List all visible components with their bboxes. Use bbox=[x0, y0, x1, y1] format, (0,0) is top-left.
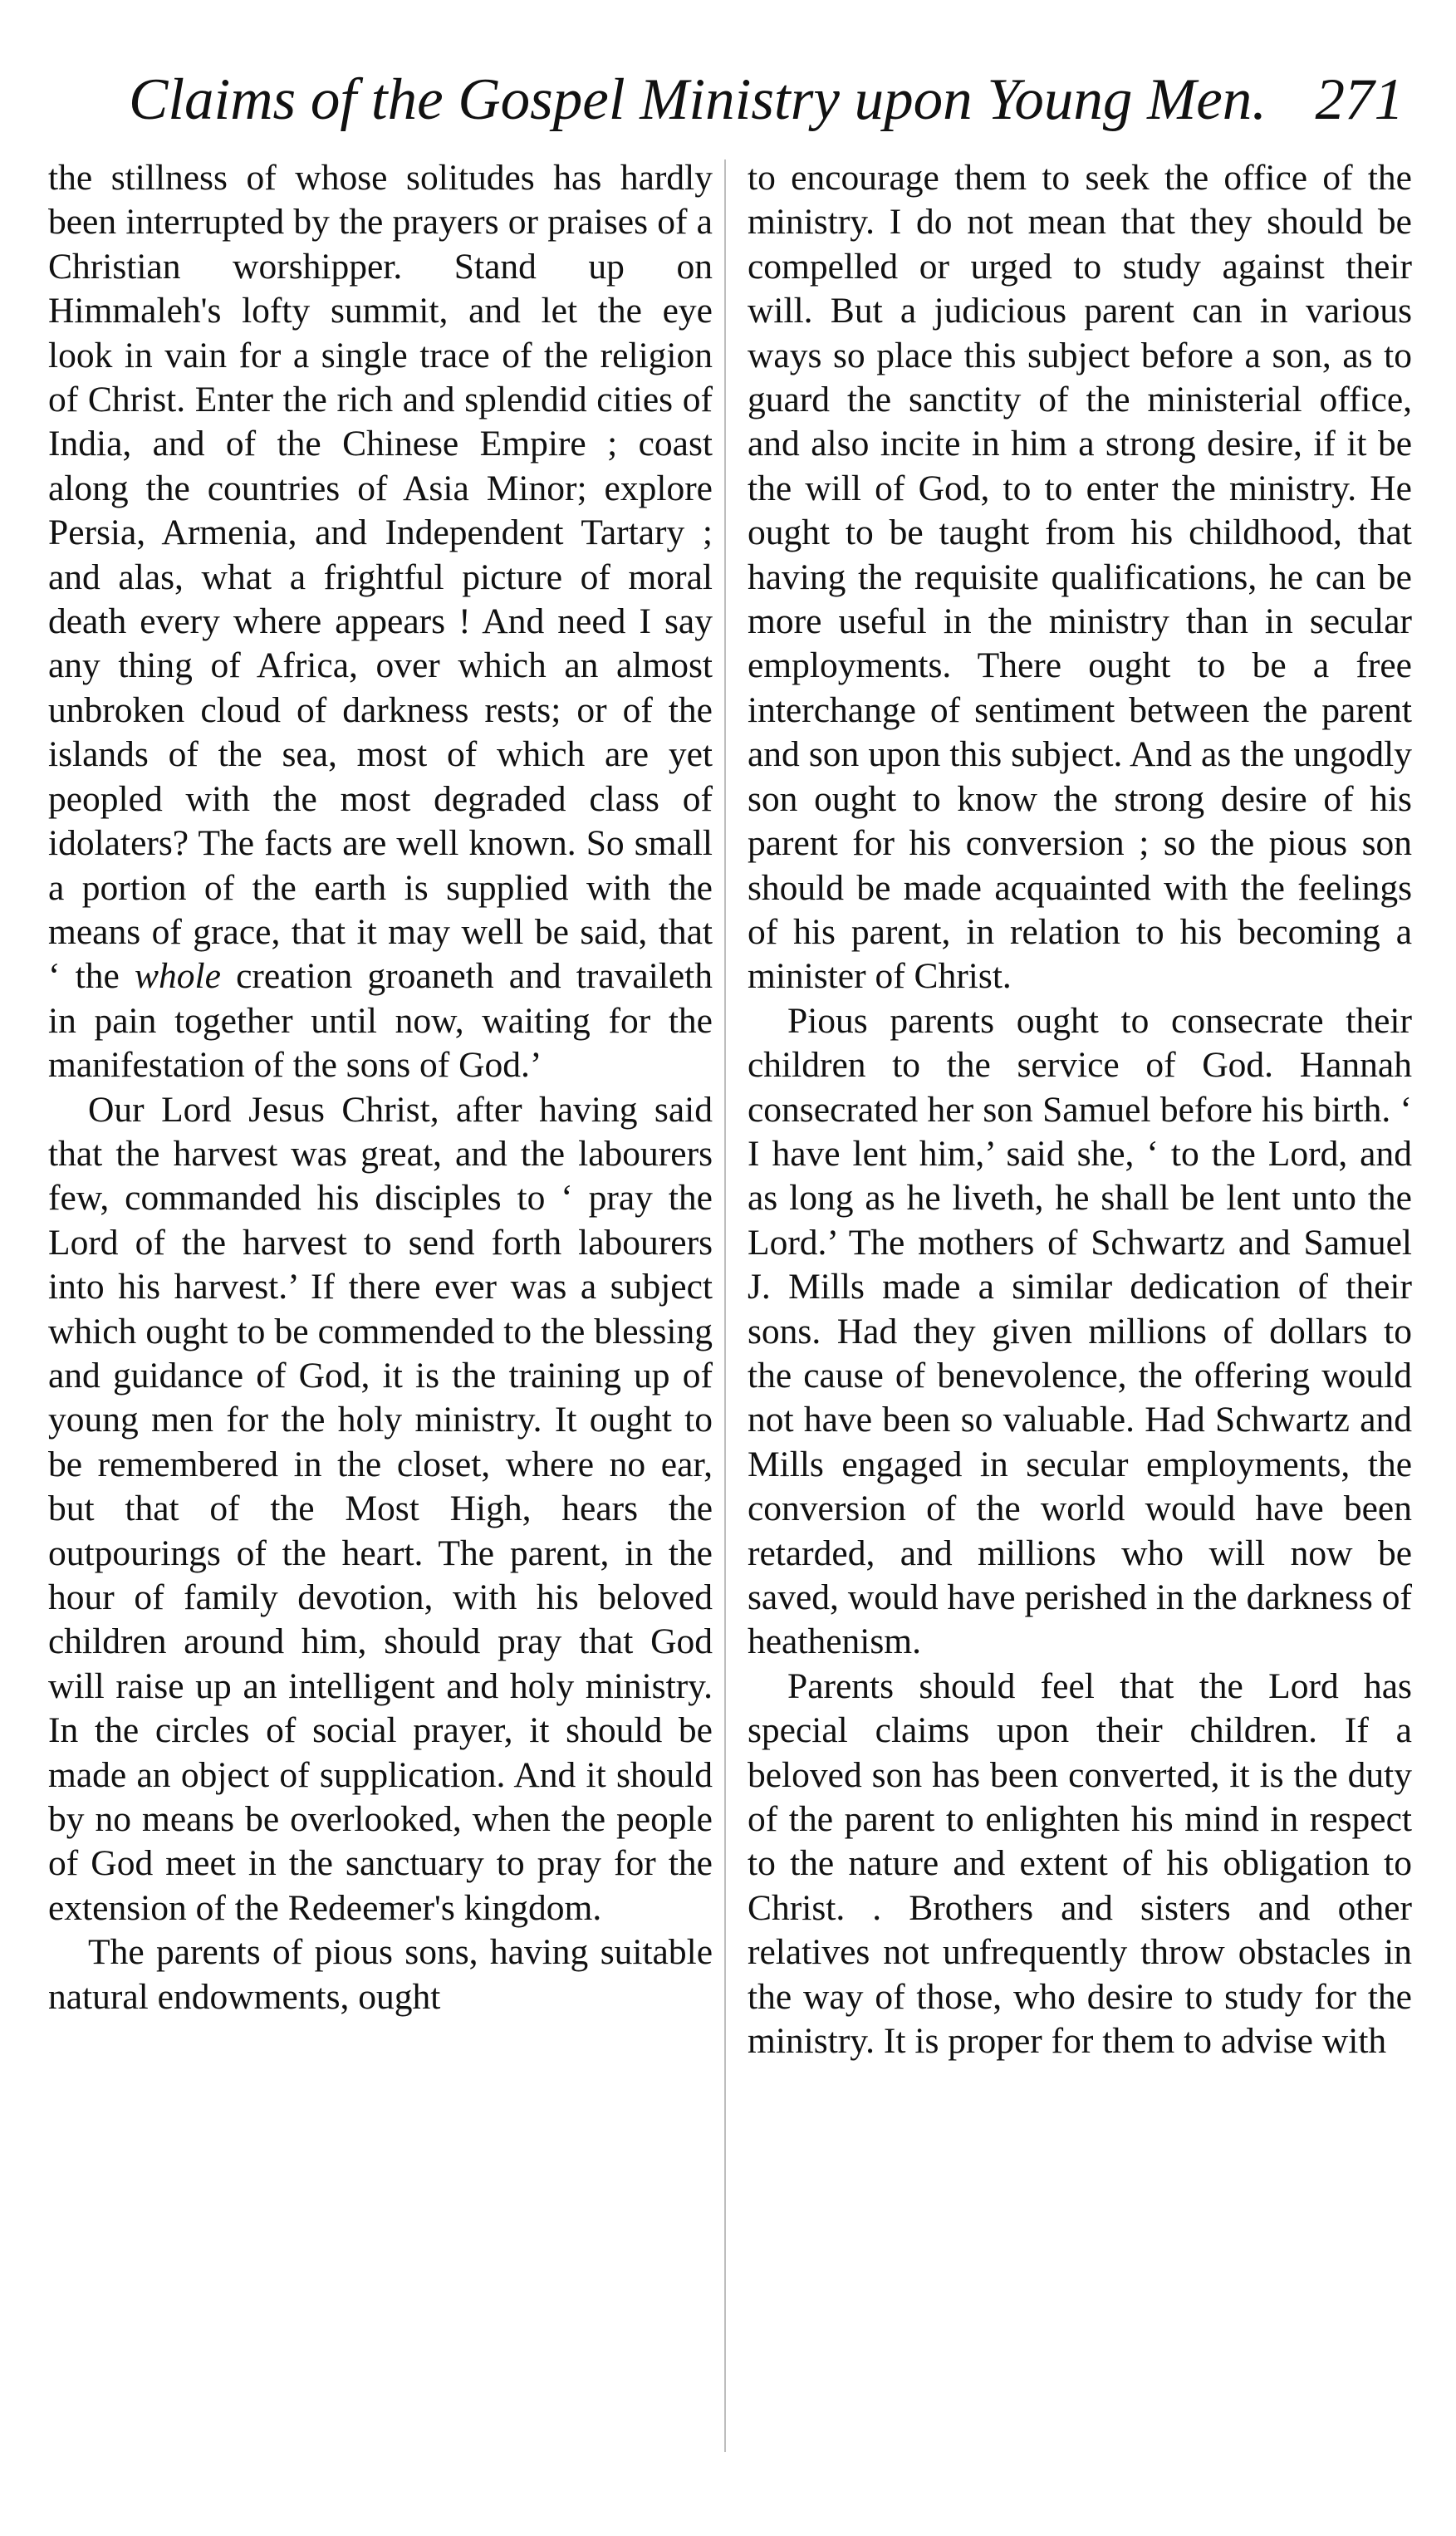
paragraph: to encourage them to seek the office of the ministry. I do not mean that they should be compelled or urged to study against their will. But a judicious parent can in various ways so place this subject before a son, as to guard the sanctity of the ministerial office, and also incite in him a strong desire, if it be the will of God, to to enter the ministry. He ought to be taught from his childhood, that having the requisite qualifications, he can be more useful in the ministry than in secular employments. There ought to be a free interchange of sentiment between the parent and son upon this subject. And as the ungodly son ought to know the strong desire of his parent for his conversion ; so the pious son should be made acquainted with the feelings of his parent, in relation to his becoming a minister of Christ. bbox=[748, 158, 1412, 997]
paragraph: Pious parents ought to consecrate their children to the service of God. Hannah consecrated her son Samuel before his birth. ‘ I have lent him,’ said she, ‘ to the Lord, and as long as he liveth, he shall be lent unto the Lord.’ The mothers of Schwartz and Samuel J. Mills made a similar dedication of their sons. Had they given millions of dollars to the cause of benevolence, the offering would not have been so valuable. Had Schwartz and Mills engaged in secular employments, the conversion of the world would have been retarded, and millions who will now be saved, would have perished in the darkness of heathenism. bbox=[748, 1000, 1412, 1662]
paragraph: The parents of pious sons, having suitable natural endowments, ought bbox=[48, 1932, 713, 2017]
running-header bbox=[91, 50, 1404, 150]
right-column bbox=[748, 156, 1412, 2063]
italic-emphasis: whole bbox=[135, 956, 221, 997]
column-divider bbox=[724, 159, 726, 2452]
running-title: Claims of the Gospel Ministry upon Young Men. bbox=[128, 67, 1267, 132]
paragraph: Our Lord Jesus Christ, after having said that the harvest was great, and the labourers few, commanded his disciples to ‘ pray the Lord of the harvest to send forth labourers into his harvest.’ If there ever was a subject which ought to be commended to the blessing and guidance of God, it is the training up of young men for the holy ministry. It ought to be remembered in the closet, where no ear, but that of the Most High, hears the outpourings of the heart. The parent, in the hour of family devotion, with his beloved children around him, should pray that God will raise up an intelligent and holy ministry. In the circles of social prayer, it should be made an object of supplication. And it should by no means be overlooked, when the people of God meet in the sanctuary to pray for the extension of the Redeemer's kingdom. bbox=[48, 1089, 713, 1928]
left-column bbox=[48, 156, 713, 2019]
paragraph: Parents should feel that the Lord has special claims upon their children. If a beloved son has been converted, it is the duty of the parent to enlighten his mind in respect to the nature and extent of his obligation to Christ. . Brothers and sisters and other relatives not unfrequently throw obstacles in the way of those, who desire to study for the ministry. It is proper for them to advise with bbox=[748, 1665, 1412, 2062]
page-number: 271 bbox=[1315, 67, 1404, 132]
paragraph bbox=[48, 156, 713, 1088]
paragraph-text: the stillness of whose solitudes has hardly been interrupted by the prayers or praises of a Christian worshipper. Stand up on Himmaleh's lofty summit, and let the eye look in vain for a single trace of the religion of Christ. Enter the rich and splendid cities of India, and of the Chinese Empire ; coast along the countries of Asia Minor; explore Persia, Armenia, and Independent Tartary ; and alas, what a frightful picture of moral death every where appears ! And need I say any thing of Africa, over which an almost unbroken cloud of darkness rests; or of the islands of the sea, most of which are yet peopled with the most degraded class of idolaters? The facts are well known. So small a portion of the earth is supplied with the means of grace, that it may well be said, that ‘ the bbox=[48, 158, 713, 997]
paragraph-text: creation groaneth and travaileth in pain together until now, waiting for the manifestation of the sons of God.’ bbox=[48, 956, 713, 1086]
